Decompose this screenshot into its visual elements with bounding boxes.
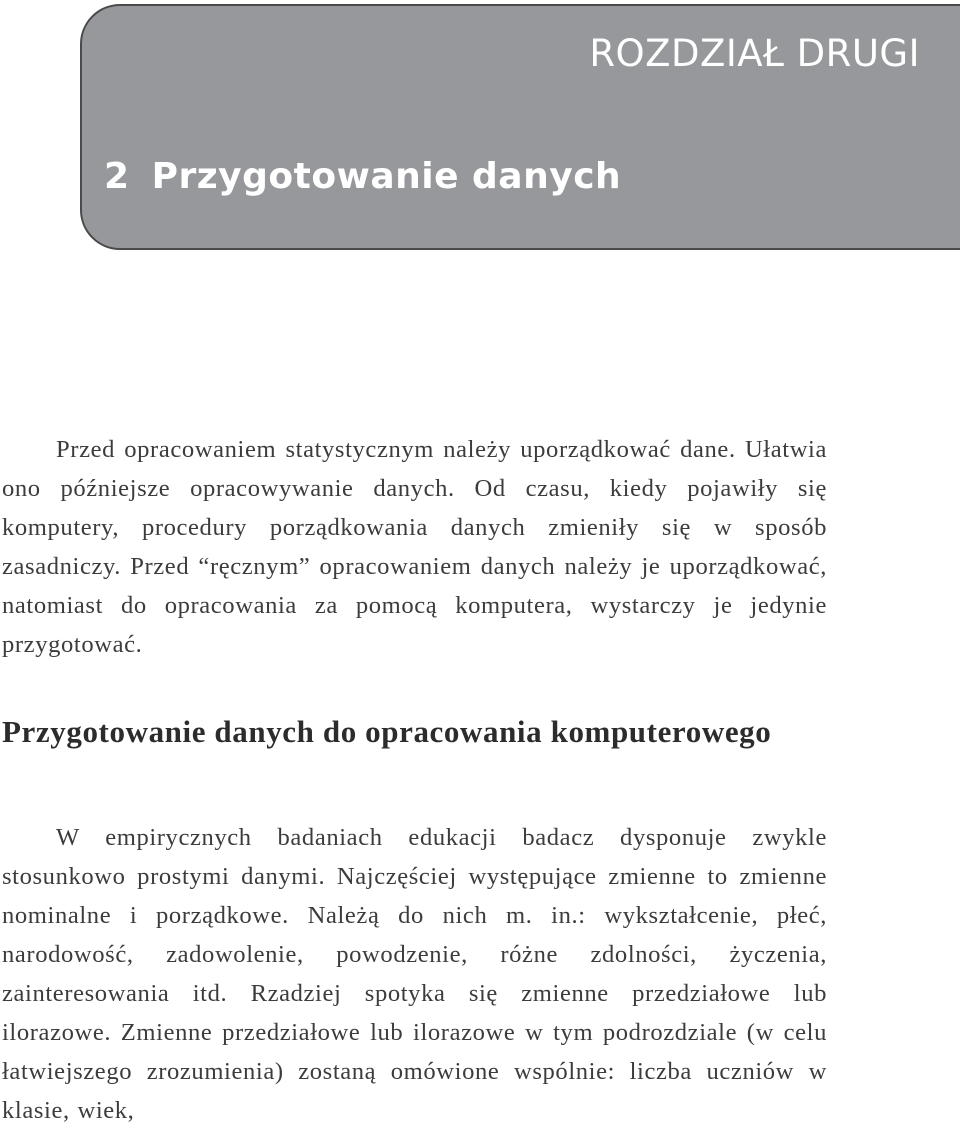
body-paragraph: W empirycznych badaniach edukacji badacz dysponuje zwykle stosunkowo prostymi danymi. Najczęściej występujące zmienne to zmienne nominalne i porządkowe. Należą do nich m. in.: wykształcenie, płeć, narodowość, zadowolenie, powodzenie, różne zdolności, życzenia, zainteresowania itd. Rzadziej spotyka się zmienne przedziałowe lub ilorazowe. Zmienne przedziałowe lub ilorazowe w tym podrozdziale (w celu łatwiejszego zrozumienia) zostaną omówione wspólnie: liczba uczniów w klasie, wiek, xyxy=(2,824,827,1124)
chapter-number: 2 xyxy=(104,156,130,197)
chapter-title-text: Przygotowanie danych xyxy=(151,156,622,197)
chapter-label: ROZDZIAŁ DRUGI xyxy=(589,32,920,75)
chapter-header-box xyxy=(80,4,960,250)
section-heading: Przygotowanie danych do opracowania komputerowego xyxy=(2,714,772,749)
chapter-title xyxy=(104,156,621,197)
intro-paragraph: Przed opracowaniem statystycznym należy uporządkować dane. Ułatwia ono późniejsze opracowywanie danych. Od czasu, kiedy pojawiły się komputery, procedury porządkowania danych zmieniły się w sposób zasadniczy. Przed “ręcznym” opracowaniem danych należy je uporządkować, natomiast do opracowania za pomocą komputera, wystarczy je jedynie przygotować. xyxy=(2,436,827,658)
